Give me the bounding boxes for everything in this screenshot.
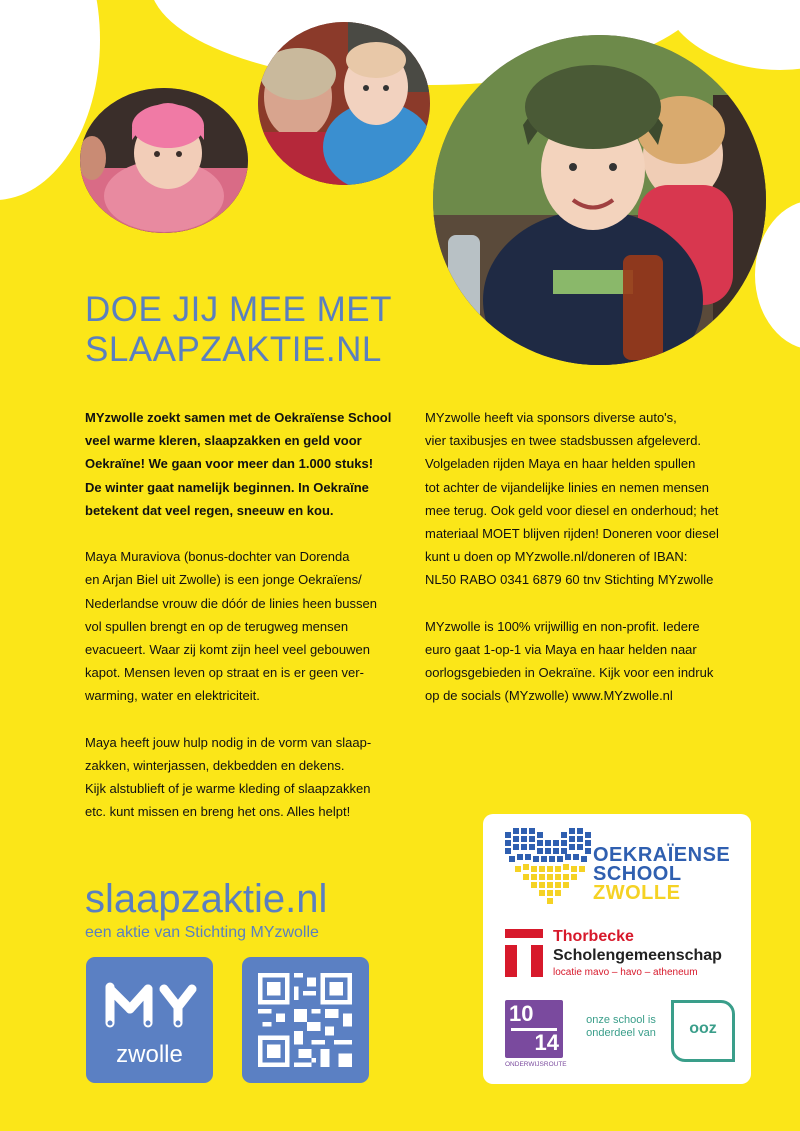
onderwijsroute-logo — [505, 1000, 565, 1070]
partner-logos-panel — [483, 814, 751, 1084]
photo-boy-with-helmet — [433, 35, 766, 365]
text-line: kunt u doen op MYzwolle.nl/doneren of IBAN: — [425, 549, 688, 565]
thorbecke-name: Thorbecke — [553, 928, 634, 945]
text-line: oorlogsgebieden in Oekraïne. Kijk voor een indruk — [425, 665, 714, 681]
text-line: vier taxibusjes en twee stadsbussen afgeleverd. — [425, 433, 702, 449]
photo-woman-with-baby — [258, 22, 430, 185]
photo-baby-pink-hat — [80, 88, 248, 233]
sponsor-paragraph — [425, 406, 765, 592]
text-line: warming, water en elektriciteit. — [85, 688, 260, 704]
text-line: zakken, winterjassen, dekbedden en dekens. — [85, 758, 345, 774]
text-line: euro gaat 1-op-1 via Maya en haar helden naar — [425, 642, 697, 658]
brand-subtitle: een aktie van Stichting MYzwolle — [85, 924, 319, 941]
headline — [85, 290, 392, 370]
pixel-heart-icon — [505, 828, 597, 904]
text-line: MYzwolle heeft via sponsors diverse auto's, — [425, 410, 677, 425]
text-line: kapot. Mensen leven op straat en is er geen ver- — [85, 665, 364, 681]
maya-paragraph — [85, 545, 415, 707]
text-line: veel warme kleren, slaapzakken en geld voor — [85, 433, 362, 449]
ooz-logo — [671, 1000, 735, 1062]
qr-code-icon[interactable] — [258, 973, 352, 1067]
thorbecke-t-icon — [505, 929, 543, 977]
text-line: MYzwolle zoekt samen met de Oekraïense School — [85, 410, 392, 425]
text-line: De winter gaat namelijk beginnen. In Oekraïne — [85, 479, 369, 495]
oekraiense-line-3: ZWOLLE — [593, 882, 681, 904]
intro-paragraph — [85, 406, 415, 522]
oekraiense-line-2: SCHOOL — [593, 863, 682, 885]
thorbecke-location: locatie mavo – havo – atheneum — [553, 967, 698, 978]
text-line: Volgeladen rijden Maya en haar helden spullen — [425, 456, 696, 472]
text-line: Kijk alstublieft of je warme kleding of slaapzakken — [85, 781, 371, 797]
text-line: mee terug. Ook geld voor diesel en onderhoud; het — [425, 502, 719, 518]
oekraiense-school-name — [593, 846, 730, 903]
left-column — [85, 406, 415, 847]
text-line: vol spullen brengt en op de terugweg mensen — [85, 618, 349, 634]
route-number-10: 10 — [509, 1001, 534, 1026]
text-line: Nederlandse vrouw die dóór de linies heen bussen — [85, 595, 377, 611]
ooz-label: ooz — [689, 1020, 717, 1037]
text-line: NL50 RABO 0341 6879 60 tnv Stichting MYzwolle — [425, 572, 714, 588]
my-monogram-icon — [86, 965, 213, 1045]
ooz-text: onze school is onderdeel van — [586, 1014, 656, 1039]
right-column — [425, 406, 765, 731]
route-number-14: 14 — [534, 1030, 559, 1055]
website-url[interactable]: slaapzaktie.nl — [85, 877, 328, 921]
text-line: MYzwolle is 100% vrijwillig en non-profit. Iedere — [425, 618, 700, 634]
text-line: betekent dat veel regen, sneeuw en kou. — [85, 502, 334, 518]
text-line: materiaal MOET blijven rijden! Doneren voor diesel — [425, 526, 719, 542]
oekraiense-line-1: OEKRAÏENSE — [593, 844, 731, 866]
text-line: Maya heeft jouw hulp nodig in de vorm van slaap- — [85, 734, 372, 750]
qr-code-tile[interactable] — [242, 957, 369, 1083]
myzwolle-logo — [86, 957, 213, 1083]
oekraiense-school-logo — [505, 828, 735, 906]
text-line: tot achter de vijandelijke linies en nemen mensen — [425, 479, 710, 495]
headline-line-1: DOE JIJ MEE MET — [85, 290, 392, 329]
text-line: Maya Muraviova (bonus-dochter van Dorenda — [85, 549, 350, 565]
headline-line-2: SLAAPZAKTIE.NL — [85, 330, 382, 369]
myzwolle-logo-text: zwolle — [116, 1041, 183, 1068]
text-line: evacueert. Waar zij komt zijn heel veel gebouwen — [85, 642, 370, 658]
route-label: ONDERWIJSROUTE — [505, 1061, 567, 1068]
text-line: en Arjan Biel uit Zwolle) is een jonge Oekraïens/ — [85, 572, 362, 588]
thorbecke-logo — [505, 927, 745, 987]
brand-block — [85, 875, 327, 943]
nonprofit-paragraph — [425, 615, 765, 708]
route-badge — [505, 1000, 563, 1058]
text-line: etc. kunt missen en breng het ons. Alles helpt! — [85, 804, 351, 820]
text-line: Oekraïne! We gaan voor meer dan 1.000 stuks! — [85, 456, 374, 472]
thorbecke-subtitle: Scholengemeenschap — [553, 947, 722, 964]
help-paragraph — [85, 731, 415, 824]
text-line: op de socials (MYzwolle) www.MYzwolle.nl — [425, 688, 673, 704]
